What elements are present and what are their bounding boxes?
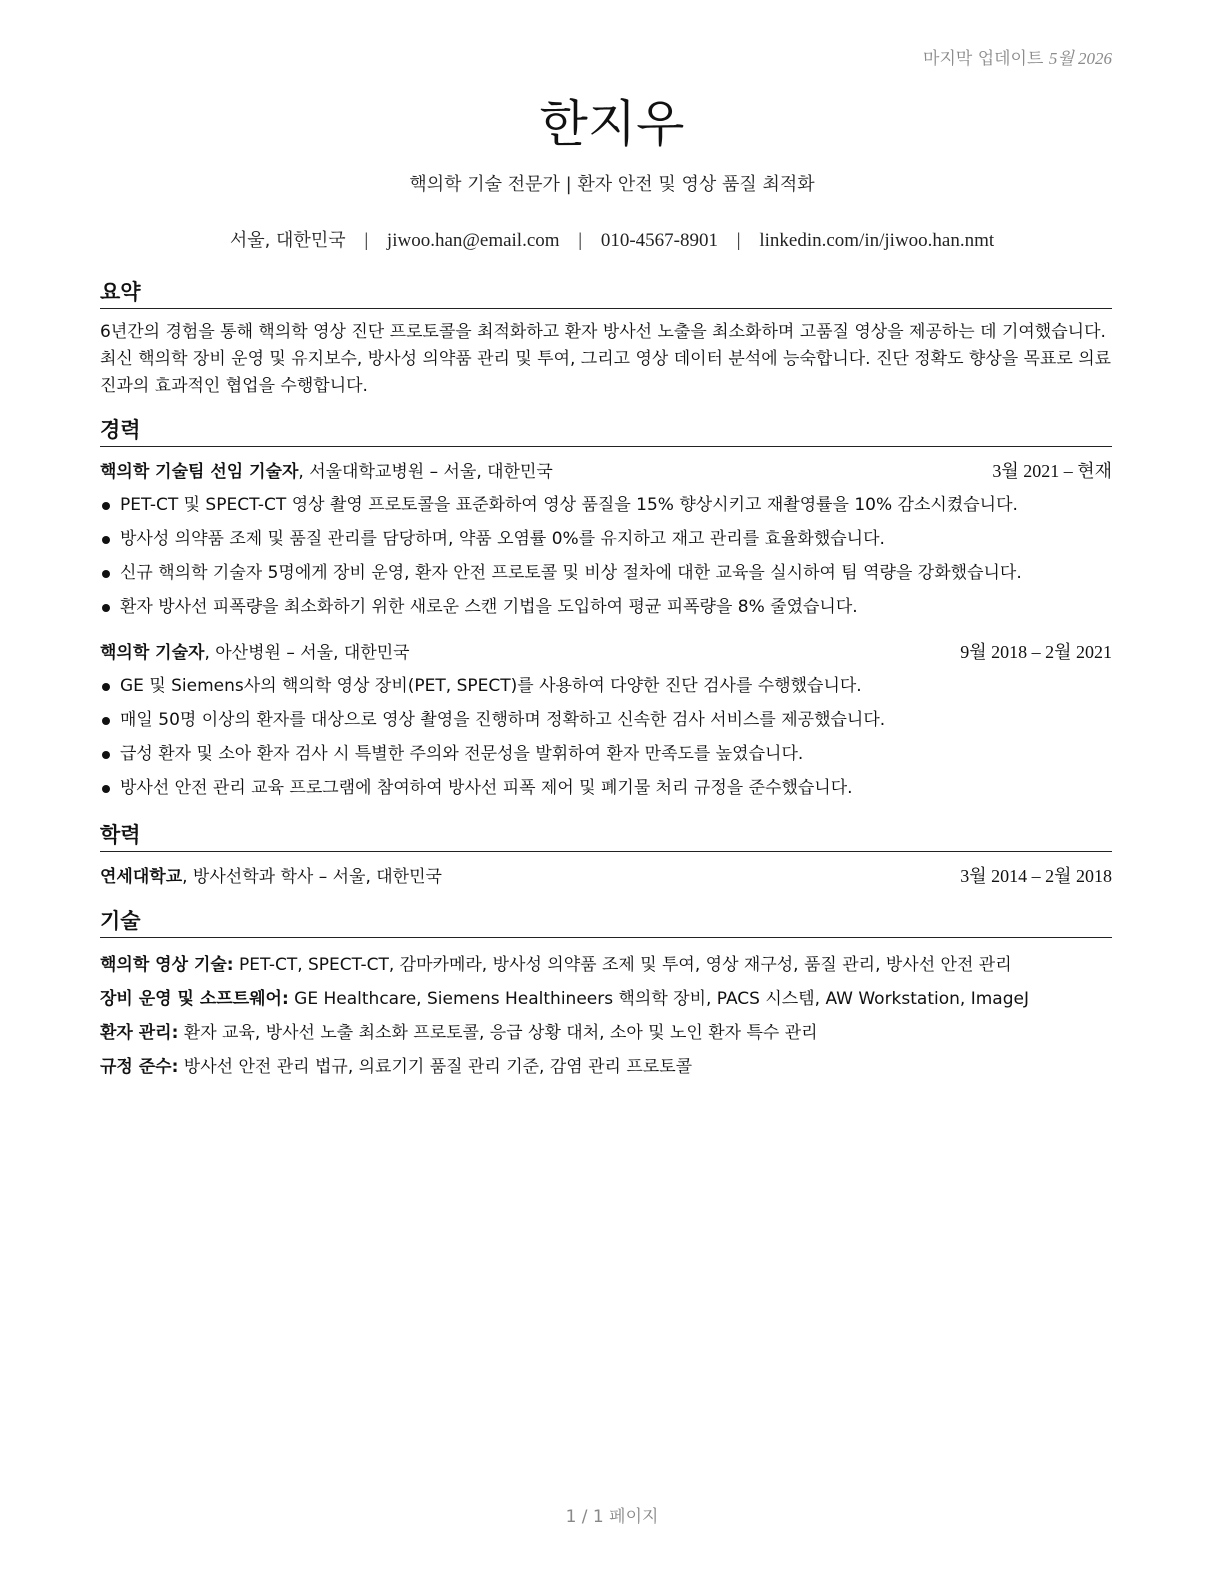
last-updated-date: 5월 2026 [1048, 49, 1112, 68]
skills-label: 규정 준수: [100, 1057, 179, 1077]
skills-row [100, 948, 1112, 982]
summary-heading: 요약 [100, 276, 1112, 309]
bullet-item: GE 및 Siemens사의 핵의학 영상 장비(PET, SPECT)를 사용하여 다양한 진단 검사를 수행했습니다. [100, 669, 1112, 703]
bullet-item: 신규 핵의학 기술자 5명에게 장비 운영, 환자 안전 프로토콜 및 비상 절차에 대한 교육을 실시하여 팀 역량을 강화했습니다. [100, 556, 1112, 590]
skills-value: 방사선 안전 관리 법규, 의료기기 품질 관리 기준, 감염 관리 프로토콜 [178, 1057, 693, 1077]
bullet-item: 방사성 의약품 조제 및 품질 관리를 담당하며, 약품 오염률 0%를 유지하고 재고 관리를 효율화했습니다. [100, 522, 1112, 556]
contact-line [0, 226, 1224, 252]
job-bullets [100, 669, 1112, 805]
bullet-item: PET-CT 및 SPECT-CT 영상 촬영 프로토콜을 표준화하여 영상 품질을 15% 향상시키고 재촬영률을 10% 감소시켰습니다. [100, 488, 1112, 522]
bullet-item: 매일 50명 이상의 환자를 대상으로 영상 촬영을 진행하며 정확하고 신속한 검사 서비스를 제공했습니다. [100, 703, 1112, 737]
tagline: 핵의학 기술 전문가 | 환자 안전 및 영상 품질 최적화 [409, 174, 815, 195]
skills-value: PET-CT, SPECT-CT, 감마카메라, 방사성 의약품 조제 및 투여, 영상 재구성, 품질 관리, 방사선 안전 관리 [233, 955, 1012, 975]
contact-email[interactable]: jiwoo.han@email.com [386, 230, 560, 251]
job-bullets [100, 488, 1112, 624]
job-role: 핵의학 기술자 [100, 643, 205, 663]
experience-heading: 경력 [100, 414, 1112, 447]
education-dates: 3월 2014 – 2월 2018 [960, 866, 1112, 886]
education-entry [100, 862, 1112, 891]
contact-phone: 010-4567-8901 [600, 230, 719, 251]
last-updated [923, 44, 1112, 69]
job-org: , 서울대학교병원 – 서울, 대한민국 [298, 462, 553, 482]
resume-body [100, 276, 1112, 1098]
job-entry [100, 638, 1112, 805]
contact-linkedin[interactable]: linkedin.com/in/jiwoo.han.nmt [759, 230, 995, 251]
job-dates: 9월 2018 – 2월 2021 [960, 642, 1112, 662]
summary-text: 6년간의 경험을 통해 핵의학 영상 진단 프로토콜을 최적화하고 환자 방사선 노출을 최소화하며 고품질 영상을 제공하는 데 기여했습니다. 최신 핵의학 장비 운영 및 유지보수, 방사성 의약품 관리 및 투여, 그리고 영상 데이터 분석에 능숙합니다. 진단 정확도 향상을 목표로 의료진과의 효과적인 협업을 수행합니다. [100, 322, 1112, 396]
page-number: 1 / 1 [565, 1507, 604, 1527]
last-updated-label: 마지막 업데이트 [923, 49, 1044, 69]
contact-separator: | [736, 230, 741, 251]
skills-value: 환자 교육, 방사선 노출 최소화 프로토콜, 응급 상황 대처, 소아 및 노인 환자 특수 관리 [178, 1023, 818, 1043]
education-school: 연세대학교 [100, 867, 183, 887]
skills-value: GE Healthcare, Siemens Healthineers 핵의학 장비, PACS 시스템, AW Workstation, ImageJ [288, 989, 1029, 1009]
education-detail: , 방사선학과 학사 – 서울, 대한민국 [182, 867, 442, 887]
page-footer [0, 1502, 1224, 1527]
summary-section [100, 276, 1112, 400]
job-header [100, 457, 1112, 486]
skills-row [100, 1050, 1112, 1084]
contact-separator: | [578, 230, 583, 251]
education-section [100, 819, 1112, 891]
job-entry [100, 457, 1112, 624]
job-header [100, 638, 1112, 667]
skills-row [100, 1016, 1112, 1050]
education-heading: 학력 [100, 819, 1112, 852]
skills-label: 핵의학 영상 기술: [100, 955, 234, 975]
skills-row [100, 982, 1112, 1016]
skills-label: 환자 관리: [100, 1023, 179, 1043]
contact-separator: | [364, 230, 369, 251]
skills-heading: 기술 [100, 905, 1112, 938]
bullet-item: 환자 방사선 피폭량을 최소화하기 위한 새로운 스캔 기법을 도입하여 평균 피폭량을 8% 줄였습니다. [100, 590, 1112, 624]
candidate-name: 한지우 [539, 95, 685, 153]
job-org: , 아산병원 – 서울, 대한민국 [204, 643, 410, 663]
job-role: 핵의학 기술팀 선임 기술자 [100, 462, 299, 482]
page-label: 페이지 [609, 1507, 659, 1527]
skills-section [100, 905, 1112, 1084]
bullet-item: 급성 환자 및 소아 환자 검사 시 특별한 주의와 전문성을 발휘하여 환자 만족도를 높였습니다. [100, 737, 1112, 771]
experience-section [100, 414, 1112, 805]
job-dates: 3월 2021 – 현재 [992, 461, 1112, 481]
skills-label: 장비 운영 및 소프트웨어: [100, 989, 289, 1009]
bullet-item: 방사선 안전 관리 교육 프로그램에 참여하여 방사선 피폭 제어 및 폐기물 처리 규정을 준수했습니다. [100, 771, 1112, 805]
contact-location: 서울, 대한민국 [229, 230, 346, 251]
